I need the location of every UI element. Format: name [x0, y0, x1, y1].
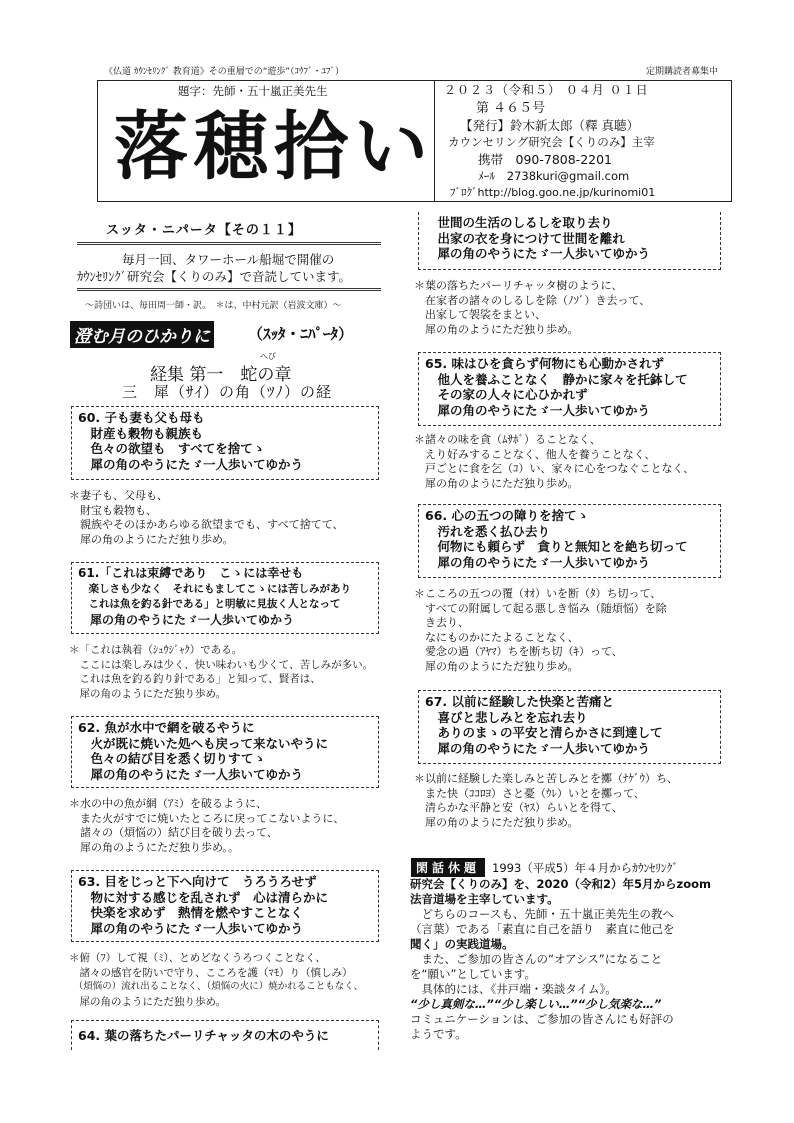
translation-61: ＊「これは執着（ｼｭｳｼﾞｬｸ）である。 ここには楽しみは少く、快い味わいも少くて、苦しみが多い。 これは魚を釣る釣り針である」と知って、賢者は、 犀の角のようにただ独り歩め。 — [69, 644, 374, 700]
phone: 携帯 090-7808-2201 — [478, 152, 613, 167]
translation-note: ～詩団いは、毎田周一師・訳。 ＊は、中村元訳（岩波文庫）～ — [85, 301, 342, 311]
masthead-divider — [434, 81, 435, 201]
verse-line: 喜びと悲しみとを忘れ去り — [425, 709, 588, 725]
translation-62: ＊水の中の魚が網（ｱﾐ）を破るように、 また火がすでに焼いたところに戻ってこないように、 諸々の（煩悩の）結び目を破り去って、 犀の角のようにただ独り歩め。。 — [69, 797, 345, 854]
verse-line: 財産も穀物も親族も — [78, 425, 204, 441]
verse-line: 出家の衣を身につけて世間を離れ — [425, 230, 625, 246]
verse-line: 61.「これは束縛であり こゝには幸せも — [78, 566, 304, 580]
email: ﾒｰﾙ 2738kuri@gmail.com — [478, 169, 630, 183]
blog-url: ﾌﾞﾛｸﾞhttp://blog.goo.ne.jp/kurinomi01 — [450, 186, 656, 199]
intro-line-1: 毎月一回、タワーホール船堀で開催の — [122, 252, 335, 267]
verse-box-62 — [71, 716, 379, 788]
verse-box-67 — [418, 690, 721, 764]
verse-line: 何物にも頼らず 貪りと無知とを絶ち切って — [425, 539, 688, 554]
verse-line: 楽しさも少なく それにもましてこゝには苦しみがあり — [78, 582, 351, 595]
translation-63: ＊俯（ﾌ）して視（ﾐ）、とめどなくうろつくことなく、 諸々の感官を防いで守り、こころを護（ﾏﾓ）り（慎しみ） （煩悩の）流れ出ることなく、（煩悩の火に）焼かれることもなく、 犀の角のようにただ独り歩め。 — [69, 952, 364, 1008]
verse-box-64-cont — [418, 212, 721, 270]
publisher: 【発行】鈴木新太郎（釋 真聴） — [460, 118, 639, 133]
verse-line: 63. 目をじっと下へ向けて うろうろせず — [78, 874, 317, 889]
verse-line: 色々の結び目を悉く切りすてゝ — [78, 751, 266, 766]
chapter-ruby: へび — [260, 352, 276, 361]
verse-box-66 — [418, 504, 721, 578]
newsletter-title: 落穂拾い — [114, 104, 434, 190]
verse-line: これは魚を釣る針である」と明敏に見抜く人となって — [78, 598, 341, 610]
verse-line: 快楽を求めず 熱情を燃やすことなく — [78, 905, 304, 920]
wavy-rule-bottom — [77, 288, 381, 291]
translation-60: ＊妻子も、父母も、 財宝も穀物も、 親族やそのほかあらゆる欲望までも、すべて捨てて、 犀の角のようにただ独り歩め。 — [69, 489, 344, 546]
issue-number: 第 ４６５号 — [476, 101, 546, 116]
verse-box-64 — [71, 1020, 379, 1050]
verse-line: 64. 葉の落ちたパーリチャッタの木のやうに — [78, 1028, 329, 1043]
verse-line: 犀の角のやうにたゞ一人歩いてゆかう — [78, 920, 304, 936]
verse-line: その家の人々に心ひかれず — [425, 387, 588, 402]
verse-line: 67. 以前に経験した快楽と苦痛と — [425, 694, 614, 709]
verse-line: 他人を養ふことなく 静かに家々を托鉢して — [425, 371, 688, 387]
verse-line: 犀の角のやうにたゞ一人歩いてゆかう — [425, 246, 651, 261]
translation-65: ＊諸々の味を貪（ﾑｻﾎﾞ）ることなく、 えり好みすることなく、他人を養うことなく、 戸ごとに食を乞（ｺ）い、家々に心をつなぐことなく、 犀の角のようにただ独り歩め。 — [414, 433, 695, 490]
banner-title: 澄む月のひかりに — [70, 321, 214, 348]
verse-line: ありのまゝの平安と清らかさに到達して — [425, 725, 663, 740]
kanwa-label: 閑話休題 — [411, 858, 485, 877]
verse-line: 犀の角のやうにたゞ一人歩いてゆかう — [425, 402, 651, 418]
verse-line: 物に対する感じを乱されず 心は清らかに — [78, 889, 329, 905]
issue-date: ２０２３（令和５） ０４月 ０１日 — [444, 83, 649, 97]
verse-line: 犀の角のやうにたゞ一人歩いてゆかう — [78, 612, 295, 627]
verse-line: 犀の角のやうにたゞ一人歩いてゆかう — [425, 740, 651, 756]
banner-subtitle: （ｽｯﾀ・ﾆﾊﾟｰﾀ） — [248, 325, 354, 343]
verse-line: 65. 味はひを貪らず何物にも心動かされず — [425, 356, 664, 371]
verse-line: 火が既に焼いた処へも戻って来ないやうに — [78, 735, 329, 751]
organization: カウンセリング研究会【くりのみ】主宰 — [448, 135, 655, 149]
verse-line: 62. 魚が水中で網を破るやうに — [78, 720, 255, 735]
translation-66: ＊こころの五つの覆（ｵｵ）いを断（ﾀ）ち切って、 すべての附属して起る悪しき悩み（随煩悩）を除 き去り、 なにものかにたよることなく、 愛念の過（ｱﾔﾏ）ちを断ち切（ｷ）って、 犀の角のようにただ独り歩め。 — [414, 587, 667, 673]
header-caption-left: 《仏道 ｶｳﾝｾﾘﾝｸﾞ 教育道》その重層での“遊歩”（ｺｳﾌﾞ・ﾕﾌﾞ） — [104, 67, 345, 77]
chapter-title: 経集 第一 蛇の章 — [150, 365, 292, 385]
series-title: スッタ・ニパータ【その１１】 — [106, 223, 302, 238]
translation-64: ＊葉の落ちたパーリチャッタ樹のように、 在家者の諸々のしるしを除（ﾉｿﾞ）き去って、 出家して袈裟をまとい、 犀の角のようにただ独り歩め。 — [414, 279, 651, 336]
verse-line: 60. 子も妻も父も母も — [78, 410, 205, 425]
verse-line: 犀の角のやうにたゞ一人歩いてゆかう — [78, 766, 304, 782]
verse-box-60 — [71, 406, 379, 480]
verse-box-65 — [418, 352, 721, 426]
verse-line: 世間の生活のしるしを取り去り — [425, 215, 613, 230]
verse-line: 犀の角のやうにたゞ一人歩いてゆかう — [425, 554, 651, 570]
wavy-rule-top — [77, 242, 381, 245]
verse-line: 犀の角のやうにたゞ一人歩いてゆかう — [78, 456, 304, 472]
kanwa-body: 研究会【くりのみ】を、2020（令和2）年5月からzoom 法音道場を主宰しています。 どちらのコースも、先師・五十嵐正美先生の教へ （言葉）である「素直に自己を語り 素直に他己を 聞く」の実践道場。 また、ご参加の皆さんの“オアシス”になること を“願い”としています。 具体的には、《井戸端・楽談タイム》。 “少し真剣な…”“少し楽しい…”“少し気楽な…” コミュニケーションは、ご参加の皆さんにも好評の ようです。 — [410, 877, 711, 1041]
verse-line: 66. 心の五つの障りを捨てゝ — [425, 508, 589, 523]
verse-box-63 — [71, 870, 379, 942]
intro-line-2: ｶｳﾝｾﾘﾝｸﾞ研究会【くりのみ】で音読しています。 — [77, 269, 352, 284]
translation-67: ＊以前に経験した楽しみと苦しみとを擲（ﾅｹﾞｳ）ち、 また快（ｺｺﾛﾖ）さと憂（ｳﾚ）いとを擲って、 清らかな平静と安（ﾔｽ）らいとを得て、 犀の角のようにただ独り歩め。 — [414, 772, 678, 829]
sutra-title: 三 犀（ｻｲ）の角（ﾂﾉ）の経 — [122, 383, 333, 401]
calligraphy-credit: 題字：先師・五十嵐正美先生 — [178, 84, 328, 98]
masthead — [97, 80, 732, 202]
header-caption-right: 定期購読者募集中 — [646, 67, 719, 77]
verse-box-61 — [71, 562, 379, 634]
kanwa-first-line: 1993（平成5）年４月からｶｳﾝｾﾘﾝｸﾞ — [492, 861, 679, 875]
verse-line: 汚れを悉く払ひ去り — [425, 523, 551, 539]
verse-line: 色々の欲望も すべてを捨てゝ — [78, 441, 266, 456]
